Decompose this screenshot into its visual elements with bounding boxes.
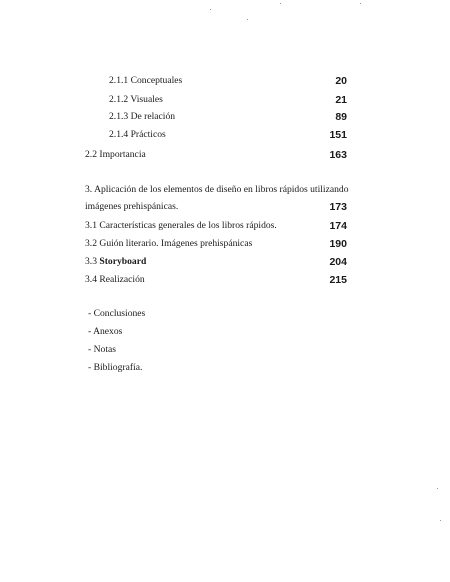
toc-entry-label: 3.4 Realización: [85, 274, 145, 285]
toc-entry-label: 3.1 Características generales de los libros rápidos.: [85, 220, 277, 231]
toc-entry-page: 190: [329, 238, 347, 250]
toc-entry-label: 2.1.2 Visuales: [109, 94, 163, 105]
scan-speck: [437, 488, 438, 489]
toc-entry-label: 2.1.1 Conceptuales: [109, 75, 183, 86]
toc-entry-page: 204: [329, 256, 347, 268]
appendix-item: - Anexos: [88, 326, 123, 337]
toc-entry-label: 2.1.4 Prácticos: [109, 129, 166, 140]
appendix-item: - Bibliografía.: [88, 362, 143, 373]
scan-speck: [247, 19, 248, 20]
toc-entry-page: 163: [329, 149, 347, 161]
toc-entry-label: [85, 256, 146, 268]
toc-entry-page: 151: [329, 129, 347, 141]
toc-entry-page: 173: [329, 201, 347, 213]
toc-entry-page: 174: [329, 220, 347, 232]
toc-entry-page: 89: [335, 111, 347, 123]
appendix-item: - Notas: [88, 344, 116, 355]
scan-speck: [440, 520, 441, 521]
toc-entry-label: 2.2 Importancia: [85, 149, 146, 160]
appendix-item: - Conclusiones: [88, 308, 146, 319]
toc-entry-page: 20: [335, 75, 347, 87]
toc-entry-page: 21: [335, 94, 347, 106]
chapter-title-line-1: 3. Aplicación de los elementos de diseño en libros rápidos utilizando: [85, 184, 349, 195]
scan-speck: [360, 3, 361, 4]
toc-entry-page: 215: [329, 274, 347, 286]
toc-entry-label-prefix: 3.3: [85, 256, 100, 267]
chapter-title-line-2: imágenes prehispánicas.: [85, 201, 179, 212]
toc-entry-label-bold: Storyboard: [99, 256, 147, 267]
scan-speck: [280, 3, 281, 4]
toc-entry-label: 3.2 Guión literario. Imágenes prehispánicas: [85, 238, 253, 249]
toc-entry-label: 2.1.3 De relación: [109, 111, 176, 122]
scan-speck: [210, 9, 211, 10]
